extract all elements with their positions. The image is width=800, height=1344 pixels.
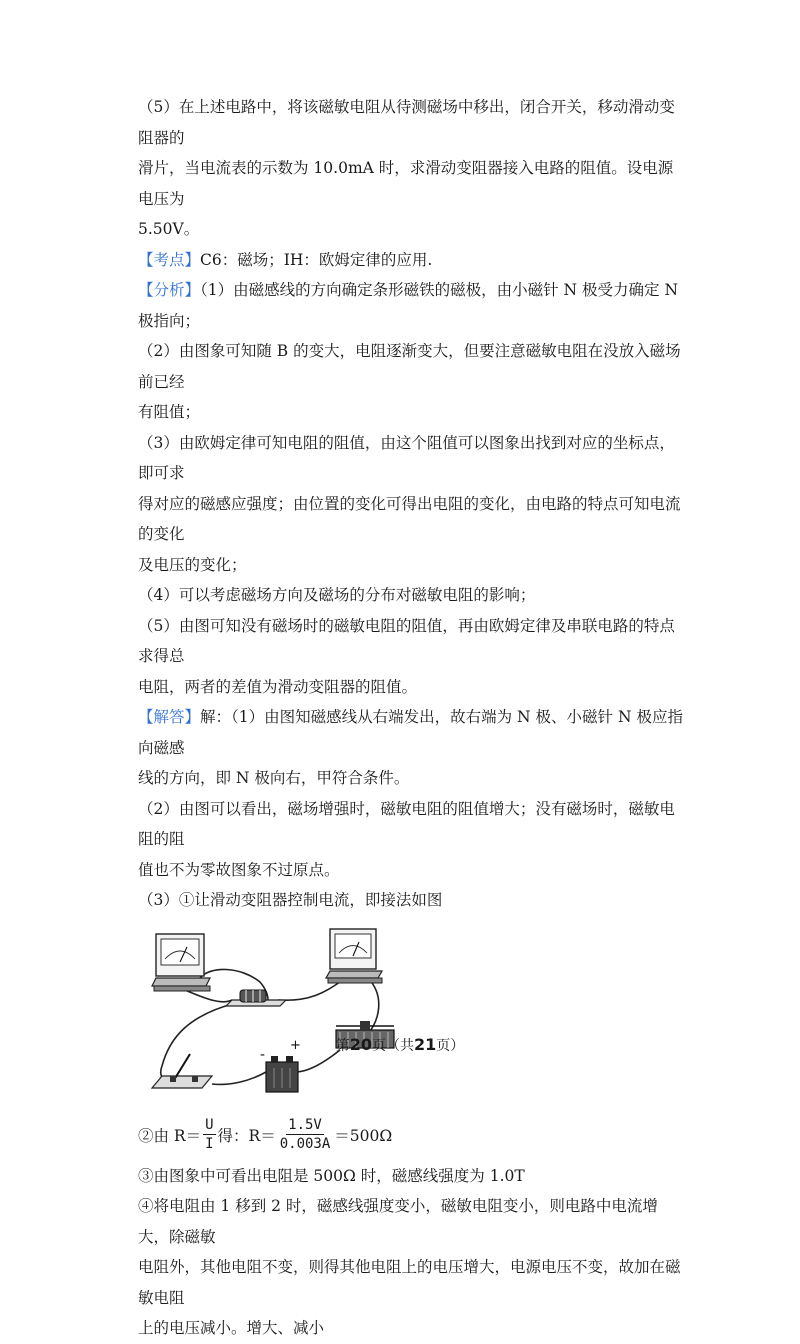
frac1-den: I xyxy=(205,1136,214,1152)
fenxi-line: 有阻值； xyxy=(138,403,201,421)
wire xyxy=(278,982,340,1000)
fenxi-line: （3）由欧姆定律可知电阻的阻值，由这个阻值可以图象出找到对应的坐标点，即可求 xyxy=(138,433,675,482)
footer-text: 页（共 xyxy=(372,1038,414,1054)
jieda-line: 线的方向，即 N 极向右，甲符合条件。 xyxy=(138,769,410,787)
eq-prefix: ②由 R＝ xyxy=(138,1126,202,1145)
page-footer xyxy=(0,1035,800,1055)
fraction-u-over-i xyxy=(203,1116,215,1153)
kaodian-line xyxy=(138,245,686,276)
jieda-first: 解：（1）由图知磁感线从右端发出，故右端为 N 极、小磁针 N 极应指向磁感 xyxy=(138,708,683,757)
equation-line xyxy=(138,1109,686,1161)
magnetoresistor-icon xyxy=(226,990,286,1006)
after-line: ③由图象中可看出电阻是 500Ω 时，磁感线强度为 1.0T xyxy=(138,1166,525,1185)
footer-text: 页） xyxy=(436,1038,465,1054)
wire xyxy=(212,1072,266,1084)
jieda-line-1 xyxy=(138,702,686,763)
fenxi-line: 及电压的变化； xyxy=(138,555,247,574)
jieda-line: （2）由图可以看出，磁场增强时，磁敏电阻的阻值增大；没有磁场时，磁敏电阻的阻 xyxy=(138,799,675,848)
fenxi-tag: 【分析】 xyxy=(138,281,201,299)
after-line: 上的电压减小。增大、减小 xyxy=(138,1319,325,1337)
jieda-line: 值也不为零故图象不过原点。 xyxy=(138,860,340,879)
after-line: ④将电阻由 1 移到 2 时，磁感线强度变小，磁敏电阻变小，则电路中电流增大，除磁敏 xyxy=(138,1197,658,1246)
frac2-num: 1.5V xyxy=(288,1117,322,1133)
kaodian-tag: 【考点】 xyxy=(138,250,201,269)
after-line: 电阻外，其他电阻不变，则得其他电阻上的电压增大，电源电压不变，故加在磁敏电阻 xyxy=(138,1258,681,1307)
jieda-line: （3）①让滑动变阻器控制电流，即接法如图 xyxy=(138,891,443,909)
eq-mid: 得：R＝ xyxy=(217,1126,276,1145)
fraction-values xyxy=(278,1116,333,1153)
fenxi-line: （2）由图象可知随 B 的变大，电阻逐渐变大，但要注意磁敏电阻在没放入磁场前已经 xyxy=(138,342,681,391)
eq-suffix: ＝500Ω xyxy=(334,1126,393,1145)
fenxi-first: （1）由磁感线的方向确定条形磁铁的磁极，由小磁针 N 极受力确定 N 极指向； xyxy=(138,281,679,330)
battery-plus-label: + xyxy=(290,1037,301,1053)
p5-line-3: 5.50V。 xyxy=(138,220,200,238)
p5-line-2: 滑片，当电流表的示数为 10.0mA 时，求滑动变阻器接入电路的阻值。设电源电压为 xyxy=(138,159,674,208)
fenxi-line-1 xyxy=(138,275,686,336)
circuit-figure xyxy=(140,926,400,1101)
kaodian-text: C6：磁场；IH：欧姆定律的应用. xyxy=(200,250,433,269)
ammeter-icon xyxy=(152,934,210,991)
battery-icon xyxy=(266,1056,298,1092)
fenxi-line: （4）可以考虑磁场方向及磁场的分布对磁敏电阻的影响； xyxy=(138,586,536,604)
content xyxy=(138,92,686,1344)
p5-line-1: （5）在上述电路中，将该磁敏电阻从待测磁场中移出，闭合开关，移动滑动变阻器的 xyxy=(138,98,675,147)
fenxi-line: 电阻，两者的差值为滑动变阻器的阻值。 xyxy=(138,677,418,696)
jieda-tag: 【解答】 xyxy=(138,708,201,726)
footer-text: 第 xyxy=(335,1038,350,1054)
voltmeter-icon xyxy=(326,929,382,983)
frac1-num: U xyxy=(205,1117,214,1133)
fenxi-line: （5）由图可知没有磁场时的磁敏电阻的阻值，再由欧姆定律及串联电路的特点求得总 xyxy=(138,616,675,665)
fenxi-line: 得对应的磁感应强度；由位置的变化可得出电阻的变化，由电路的特点可知电流的变化 xyxy=(138,494,681,543)
footer-page-number: 20 xyxy=(349,1035,372,1054)
frac2-den: 0.003A xyxy=(279,1136,331,1152)
footer-total-pages: 21 xyxy=(414,1035,437,1054)
battery-minus-label: - xyxy=(260,1046,266,1063)
